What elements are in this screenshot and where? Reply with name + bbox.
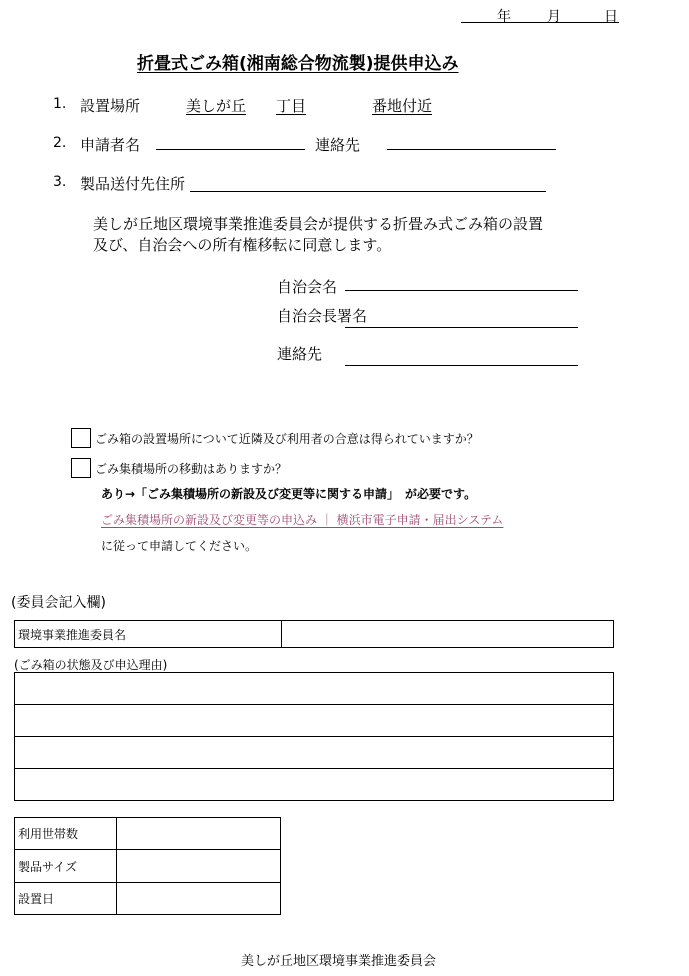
member-label: 環境事業推進委員名 bbox=[15, 621, 282, 648]
item-2-label: 申請者名 bbox=[80, 136, 141, 154]
committee-member-table bbox=[14, 620, 614, 648]
form-title: 折畳式ごみ箱(湘南総合物流製)提供申込み bbox=[137, 54, 459, 74]
households-label: 利用世帯数 bbox=[15, 818, 117, 850]
relocation-checkbox[interactable] bbox=[71, 458, 91, 478]
leader-name-label: 自治会長署名 bbox=[277, 307, 368, 325]
item-1-number: 1. bbox=[53, 96, 67, 112]
agreement-line-2: 及び、自治会への所有権移転に同意します。 bbox=[93, 236, 392, 254]
install-date-label: 設置日 bbox=[15, 883, 117, 915]
reason-row[interactable] bbox=[15, 769, 614, 801]
location-area[interactable]: 美しが丘 bbox=[186, 97, 247, 115]
member-name-cell[interactable] bbox=[282, 621, 614, 648]
relocation-question: ごみ集積場所の移動はありますか？ bbox=[95, 462, 288, 476]
applicant-name-field[interactable] bbox=[156, 149, 305, 150]
month-label: 月 bbox=[547, 9, 561, 25]
item-3-label: 製品送付先住所 bbox=[80, 175, 186, 193]
follow-instruction: に従って申請してください。 bbox=[101, 539, 258, 553]
consent-question: ごみ箱の設置場所について近隣及び利用者の合意は得られていますか？ bbox=[95, 432, 479, 446]
product-size-label: 製品サイズ bbox=[15, 850, 117, 883]
assoc-name-field[interactable] bbox=[345, 290, 578, 291]
reason-row[interactable] bbox=[15, 737, 614, 769]
product-info-table bbox=[14, 817, 281, 915]
committee-heading: (委員会記入欄) bbox=[11, 595, 106, 611]
location-banchi[interactable]: 番地付近 bbox=[372, 97, 433, 115]
e-application-link[interactable]: ごみ集積場所の新設及び変更等の申込み ｜ 横浜市電子申請・届出システム bbox=[101, 513, 504, 527]
reason-table bbox=[14, 672, 614, 801]
day-label: 日 bbox=[604, 9, 618, 25]
footer-organization: 美しが丘地区環境事業推進委員会 bbox=[241, 954, 437, 969]
date-line bbox=[461, 22, 619, 23]
application-notice: あり→「ごみ集積場所の新設及び変更等に関する申請」 が必要です。 bbox=[101, 487, 477, 501]
assoc-name-label: 自治会名 bbox=[277, 278, 338, 296]
item-3-number: 3. bbox=[53, 174, 67, 190]
reason-row[interactable] bbox=[15, 673, 614, 705]
leader-name-field[interactable] bbox=[345, 327, 578, 328]
year-label: 年 bbox=[497, 9, 511, 25]
agreement-line-1: 美しが丘地区環境事業推進委員会が提供する折畳み式ごみ箱の設置 bbox=[93, 215, 544, 233]
households-cell[interactable] bbox=[117, 818, 281, 850]
reason-label: (ごみ箱の状態及び申込理由) bbox=[14, 658, 168, 672]
item-2-number: 2. bbox=[53, 135, 67, 151]
install-date-cell[interactable] bbox=[117, 883, 281, 915]
delivery-address-field[interactable] bbox=[190, 191, 546, 192]
assoc-contact-field[interactable] bbox=[345, 365, 578, 366]
item-1-label: 設置場所 bbox=[80, 97, 141, 115]
product-size-cell[interactable] bbox=[117, 850, 281, 883]
assoc-contact-label: 連絡先 bbox=[277, 345, 323, 363]
applicant-contact-label: 連絡先 bbox=[315, 136, 361, 154]
consent-checkbox[interactable] bbox=[71, 428, 91, 448]
applicant-contact-field[interactable] bbox=[387, 149, 556, 150]
location-chome[interactable]: 丁目 bbox=[276, 97, 307, 115]
reason-row[interactable] bbox=[15, 705, 614, 737]
